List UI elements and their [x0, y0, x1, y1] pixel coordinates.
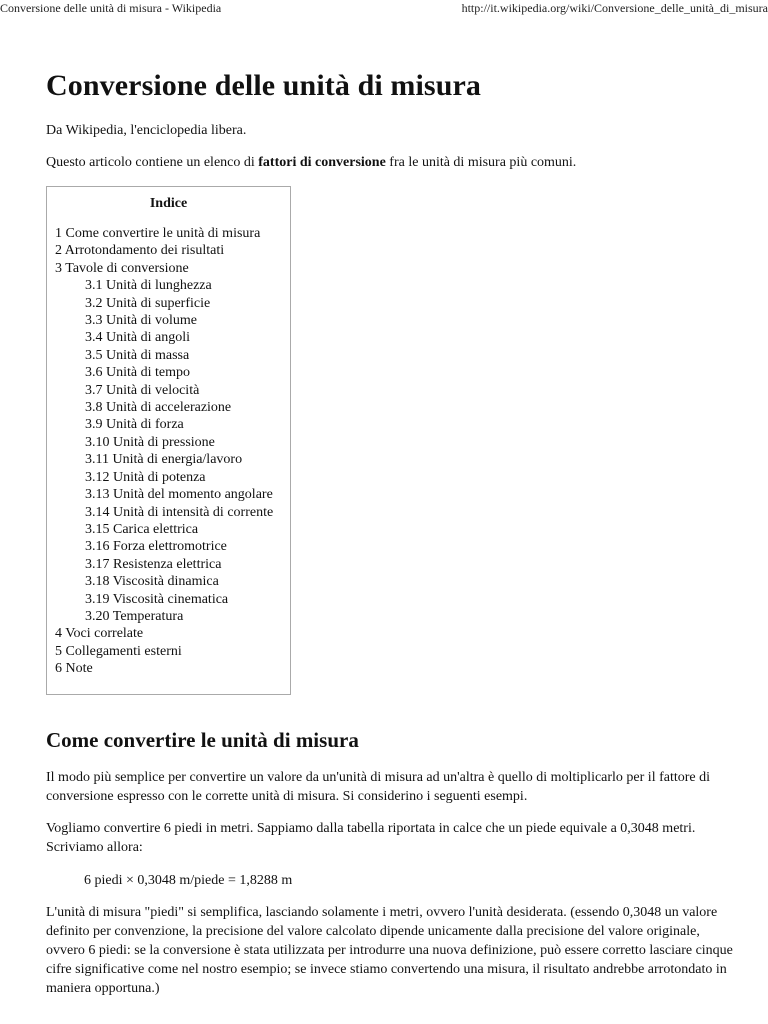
print-header — [0, 0, 768, 18]
toc-item-number: 3.15 — [85, 521, 110, 537]
toc-item[interactable] — [55, 469, 290, 486]
toc-item-number: 3.18 — [85, 574, 110, 590]
toc-item-label: Unità di lunghezza — [106, 278, 212, 294]
intro-text-after: fra le unità di misura più comuni. — [385, 155, 577, 170]
toc-item[interactable] — [55, 416, 290, 433]
toc-item-label: Forza elettromotrice — [113, 539, 227, 555]
toc-item-number: 3.4 — [85, 330, 103, 346]
toc-item-label: Unità di superficie — [106, 295, 211, 311]
toc-item-label: Temperatura — [112, 608, 184, 624]
toc-item-label: Tavole di conversione — [65, 260, 189, 276]
toc-item-label: Unità di energia/lavoro — [112, 452, 243, 468]
print-page-title: Conversione delle unità di misura - Wikipedia — [0, 1, 222, 15]
toc-item[interactable] — [55, 504, 290, 521]
toc-item-number: 4 — [55, 626, 62, 642]
toc-item-number: 3.7 — [85, 382, 103, 398]
toc-item-number: 3.3 — [85, 313, 103, 329]
toc-item[interactable] — [55, 399, 290, 416]
toc-item[interactable] — [55, 329, 290, 346]
toc-item[interactable] — [55, 347, 290, 364]
toc-item-number: 3.11 — [85, 452, 109, 468]
toc-item[interactable] — [55, 643, 290, 660]
toc-item-number: 3.6 — [85, 365, 103, 381]
toc-item[interactable] — [55, 242, 290, 259]
section-paragraph-3: L'unità di misura "piedi" si semplifica, lasciando solamente i metri, ovvero l'unità desiderata. (essendo 0,3048 un valore definito per convenzione, la precisione del valore calcolato dipende unicamente dalla precisione del valore originale, ovvero 6 piedi: se la conversione è stata utilizzata per introdurre una nuova definizione, può essere corretto lasciare cinque cifre significative come nel nostro esempio; se invece stiamo convertendo una misura, il risultato andrebbe arrotondato in maniera opportuna.) — [46, 905, 733, 996]
toc-item-number: 3.16 — [85, 539, 110, 555]
toc-item-label: Unità di velocità — [106, 382, 200, 398]
toc-item-number: 3.14 — [85, 504, 110, 520]
toc-item-number: 3.10 — [85, 434, 110, 450]
intro-paragraph — [46, 154, 736, 172]
section-heading: Come convertire le unità di misura — [46, 728, 359, 752]
toc-item[interactable] — [55, 573, 290, 590]
toc-item-number: 3.19 — [85, 591, 110, 607]
toc-item-label: Unità di angoli — [106, 330, 190, 346]
toc-item-label: Viscosità cinematica — [112, 591, 229, 607]
toc-item[interactable] — [55, 660, 290, 677]
toc-list — [55, 225, 290, 678]
print-url: http://it.wikipedia.org/wiki/Conversione_delle_unità_di_misura — [461, 1, 768, 15]
toc-item[interactable] — [55, 538, 290, 555]
toc-item-label: Unità di massa — [106, 347, 190, 363]
table-of-contents — [46, 186, 291, 695]
toc-item-label: Unità di potenza — [113, 469, 206, 485]
toc-item-label: Unità di accelerazione — [106, 400, 232, 416]
toc-item[interactable] — [55, 312, 290, 329]
toc-item-label: Arrotondamento dei risultati — [64, 243, 225, 259]
toc-item-number: 3.2 — [85, 295, 103, 311]
toc-item-label: Voci correlate — [65, 626, 144, 642]
toc-item[interactable] — [55, 277, 290, 294]
toc-item[interactable] — [55, 434, 290, 451]
toc-item[interactable] — [55, 625, 290, 642]
toc-item[interactable] — [55, 556, 290, 573]
page-title: Conversione delle unità di misura — [46, 69, 481, 102]
toc-item-label: Unità di pressione — [113, 434, 215, 450]
toc-item-label: Collegamenti esterni — [65, 643, 182, 659]
toc-item-number: 3 — [55, 260, 62, 276]
toc-item[interactable] — [55, 295, 290, 312]
toc-title: Indice — [149, 196, 188, 211]
toc-item-number: 3.8 — [85, 400, 103, 416]
toc-item-label: Unità di volume — [106, 313, 197, 329]
toc-item-number: 1 — [55, 226, 62, 241]
toc-item-number: 3.13 — [85, 487, 110, 503]
intro-text-before: Questo articolo contiene un elenco di — [46, 155, 259, 170]
toc-item[interactable] — [55, 608, 290, 625]
toc-item[interactable] — [55, 260, 290, 277]
intro-bold-link[interactable]: fattori di conversione — [258, 155, 386, 170]
toc-item-label: Viscosità dinamica — [112, 574, 219, 590]
toc-item-label: Unità del momento angolare — [113, 487, 273, 503]
toc-item-number: 5 — [55, 643, 62, 659]
toc-item-label: Come convertire le unità di misura — [65, 226, 261, 241]
toc-item-number: 2 — [55, 243, 62, 259]
toc-item-number: 3.9 — [85, 417, 103, 433]
toc-item-number: 3.1 — [85, 278, 103, 294]
toc-item-number: 3.12 — [85, 469, 110, 485]
toc-item[interactable] — [55, 521, 290, 538]
site-subtitle: Da Wikipedia, l'enciclopedia libera. — [46, 123, 247, 138]
toc-item-number: 6 — [55, 661, 62, 677]
toc-item-label: Resistenza elettrica — [113, 556, 222, 572]
toc-item-label: Note — [65, 661, 93, 677]
toc-item-number: 3.17 — [85, 556, 110, 572]
toc-item[interactable] — [55, 364, 290, 381]
toc-item-label: Unità di forza — [106, 417, 184, 433]
toc-item[interactable] — [55, 486, 290, 503]
section-paragraph-1: Il modo più semplice per convertire un valore da un'unità di misura ad un'altra è quello di moltiplicarlo per il fattore di conversione espresso con le corrette unità di misura. Si considerino i seguenti esempi. — [46, 770, 711, 804]
section-paragraph-2: Vogliamo convertire 6 piedi in metri. Sappiamo dalla tabella riportata in calce che un piede equivale a 0,3048 metri. Scriviamo allora: — [46, 821, 696, 855]
toc-item[interactable] — [55, 225, 290, 242]
example-equation: 6 piedi × 0,3048 m/piede = 1,8288 m — [84, 873, 293, 888]
toc-item-label: Unità di intensità di corrente — [113, 504, 274, 520]
toc-item[interactable] — [55, 451, 290, 468]
section-how-to-convert — [46, 726, 736, 998]
toc-item-number: 3.20 — [85, 608, 110, 624]
toc-item-label: Carica elettrica — [113, 521, 199, 537]
toc-item-label: Unità di tempo — [106, 365, 190, 381]
article-content — [46, 66, 736, 996]
toc-item[interactable] — [55, 591, 290, 608]
toc-item-number: 3.5 — [85, 347, 103, 363]
toc-item[interactable] — [55, 382, 290, 399]
